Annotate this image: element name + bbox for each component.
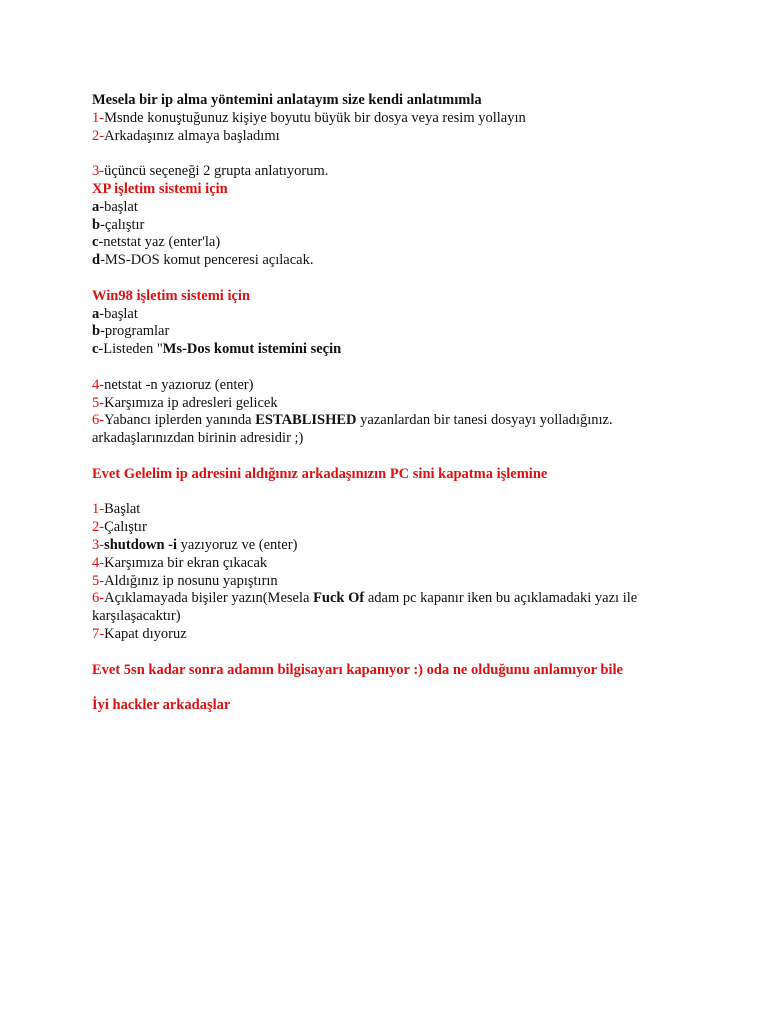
step-text: Karşımıza ip adresleri gelicek [104, 394, 278, 411]
xp-item-a [92, 199, 692, 217]
step-text: Kapat dıyoruz [104, 625, 187, 642]
win98-item-b [92, 323, 692, 341]
shutdown-step-3 [92, 537, 692, 555]
item-bold-text: Ms-Dos komut istemini seçin [162, 341, 342, 358]
document-body [92, 92, 692, 715]
step-bold-text: ESTABLISHED [255, 412, 357, 429]
closing-line: Evet 5sn kadar sonra adamın bilgisayarı kapanıyor :) oda ne olduğunu anlamıyor bile [92, 661, 623, 678]
step-3 [92, 163, 692, 181]
xp-item-b [92, 217, 692, 235]
item-letter: d [92, 252, 101, 269]
item-text: -netstat yaz (enter'la) [98, 234, 221, 251]
item-text: -programlar [100, 323, 170, 340]
step-text: Aldığınız ip nosunu yapıştırın [104, 572, 278, 589]
item-letter: c [92, 234, 99, 251]
step-number: 4- [92, 376, 105, 393]
step-number: 3- [92, 163, 105, 180]
step-6-continued: arkadaşlarınızdan birinin adresidir ;) [92, 430, 304, 447]
step-text: yazıyoruz ve (enter) [177, 536, 298, 553]
shutdown-step-2 [92, 519, 692, 537]
step-number: 3- [92, 536, 105, 553]
spacer [92, 484, 692, 502]
step-number: 6- [92, 590, 105, 607]
step-1 [92, 110, 692, 128]
step-number: 5- [92, 394, 105, 411]
spacer [92, 145, 692, 163]
win98-item-c [92, 341, 692, 359]
step-bold-text: Fuck Of [313, 590, 365, 607]
item-text: -Listeden " [98, 341, 163, 358]
shutdown-step-4 [92, 555, 692, 573]
document-title: Mesela bir ip alma yöntemini anlatayım size kendi anlatımımla [92, 92, 482, 108]
item-letter: a [92, 305, 100, 322]
step-number: 5- [92, 572, 105, 589]
step-number: 2- [92, 127, 105, 144]
xp-heading: XP işletim sistemi için [92, 180, 228, 197]
item-letter: b [92, 216, 101, 233]
step-text: Açıklamayada bişiler yazın(Mesela [104, 590, 314, 607]
item-text: -başlat [99, 198, 138, 215]
step-2 [92, 128, 692, 146]
step-text: adam pc kapanır iken bu açıklamadaki yazı ile karşılaşacaktır) [92, 590, 638, 625]
xp-item-d [92, 252, 692, 270]
step-number: 1- [92, 501, 105, 518]
sign-off: İyi hackler arkadaşlar [92, 697, 231, 714]
item-letter: a [92, 198, 100, 215]
spacer [92, 644, 692, 662]
step-number: 4- [92, 554, 105, 571]
shutdown-step-5 [92, 573, 692, 591]
step-number: 6- [92, 412, 105, 429]
step-number: 7- [92, 625, 105, 642]
step-text: yazanlardan bir tanesi dosyayı yolladığınız. [356, 412, 613, 429]
item-text: -başlat [99, 305, 138, 322]
item-text: -MS-DOS komut penceresi açılacak. [100, 252, 314, 269]
shutdown-heading: Evet Gelelim ip adresini aldığınız arkadaşınızın PC sini kapatma işlemine [92, 465, 548, 482]
step-bold-text: shutdown -i [104, 536, 178, 553]
step-text: Başlat [104, 501, 141, 518]
spacer [92, 679, 692, 697]
step-text: Arkadaşınız almaya başladımı [104, 127, 280, 144]
step-number: 1- [92, 109, 105, 126]
step-text: Karşımıza bir ekran çıkacak [104, 554, 268, 571]
xp-item-c [92, 234, 692, 252]
item-letter: b [92, 323, 101, 340]
step-text: üçüncü seçeneği 2 grupta anlatıyorum. [104, 163, 329, 180]
step-text: netstat -n yazıoruz (enter) [104, 376, 254, 393]
step-text: Msnde konuştuğunuz kişiye boyutu büyük bir dosya veya resim yollayın [104, 109, 526, 126]
win98-heading: Win98 işletim sistemi için [92, 287, 251, 304]
item-text: -çalıştır [100, 216, 145, 233]
spacer [92, 359, 692, 377]
win98-item-a [92, 306, 692, 324]
step-4 [92, 377, 692, 395]
step-6 [92, 412, 692, 430]
step-number: 2- [92, 519, 105, 536]
item-letter: c [92, 341, 99, 358]
step-text: Çalıştır [104, 519, 147, 536]
shutdown-step-6 [92, 590, 692, 626]
spacer [92, 270, 692, 288]
shutdown-step-7 [92, 626, 692, 644]
step-text: Yabancı iplerden yanında [104, 412, 256, 429]
shutdown-step-1 [92, 501, 692, 519]
spacer [92, 448, 692, 466]
step-5 [92, 395, 692, 413]
